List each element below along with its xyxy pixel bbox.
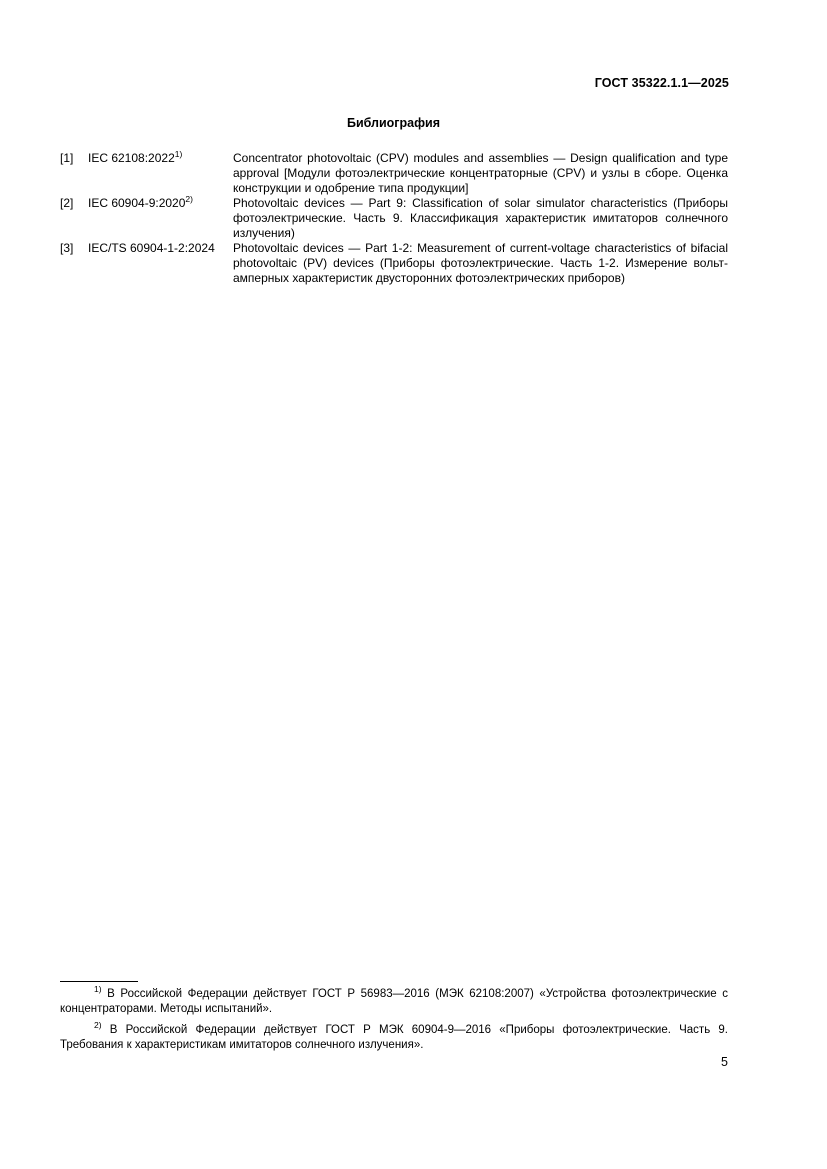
bibliography-entry bbox=[60, 241, 728, 286]
entry-reference-code: IEC 60904-9:2020 bbox=[88, 196, 186, 210]
footnote-mark: 1) bbox=[94, 984, 102, 994]
footnotes bbox=[60, 984, 728, 1059]
entry-number: [2] bbox=[60, 196, 74, 210]
entry-reference bbox=[88, 196, 233, 211]
entry-reference-code: IEC 62108:2022 bbox=[88, 151, 175, 165]
footnote bbox=[60, 984, 728, 1017]
entry-reference bbox=[88, 151, 233, 166]
footnote-mark[interactable]: 1) bbox=[174, 149, 183, 159]
document-standard-code: ГОСТ 35322.1.1—2025 bbox=[594, 76, 729, 90]
footnote-separator bbox=[60, 981, 138, 982]
bibliography-list bbox=[60, 151, 728, 286]
entry-number: [1] bbox=[60, 151, 74, 165]
bibliography-entry bbox=[60, 196, 728, 241]
entry-number: [3] bbox=[60, 241, 74, 255]
page-number: 5 bbox=[721, 1055, 728, 1069]
entry-reference-code: IEC/TS 60904-1-2:2024 bbox=[88, 241, 215, 255]
entry-reference bbox=[88, 241, 233, 256]
footnote-text: В Российской Федерации действует ГОСТ Р 56983—2016 (МЭК 62108:2007) «Устройства фотоэлектрические с концентраторами. Методы испытаний». bbox=[60, 988, 728, 1015]
entry-description: Photovoltaic devices — Part 9: Classification of solar simulator characteristics (Приборы фотоэлектрические. Часть 9. Классификация характеристик имитаторов солнечного излучения) bbox=[233, 196, 728, 240]
footnote-mark: 2) bbox=[94, 1020, 102, 1030]
footnote-text: В Российской Федерации действует ГОСТ Р МЭК 60904-9—2016 «Приборы фотоэлектрические. Часть 9. Требования к характеристикам имитаторов солнечного излучения». bbox=[60, 1024, 728, 1051]
footnote bbox=[60, 1020, 728, 1053]
entry-description: Photovoltaic devices — Part 1-2: Measurement of current-voltage characteristics of bifacial photovoltaic (PV) devices (Приборы фотоэлектрические. Часть 1-2. Измерение вольт-амперных характеристик двусторонних фотоэлектрических приборов) bbox=[233, 241, 728, 285]
entry-description: Concentrator photovoltaic (CPV) modules and assemblies — Design qualification and type approval [Модули фотоэлектрические концентраторные (CPV) и узлы в сборе. Оценка конструкции и одобрение типа продукции] bbox=[233, 151, 728, 195]
footnote-mark[interactable]: 2) bbox=[185, 194, 193, 204]
section-title: Библиография bbox=[346, 116, 441, 130]
bibliography-entry bbox=[60, 151, 728, 196]
